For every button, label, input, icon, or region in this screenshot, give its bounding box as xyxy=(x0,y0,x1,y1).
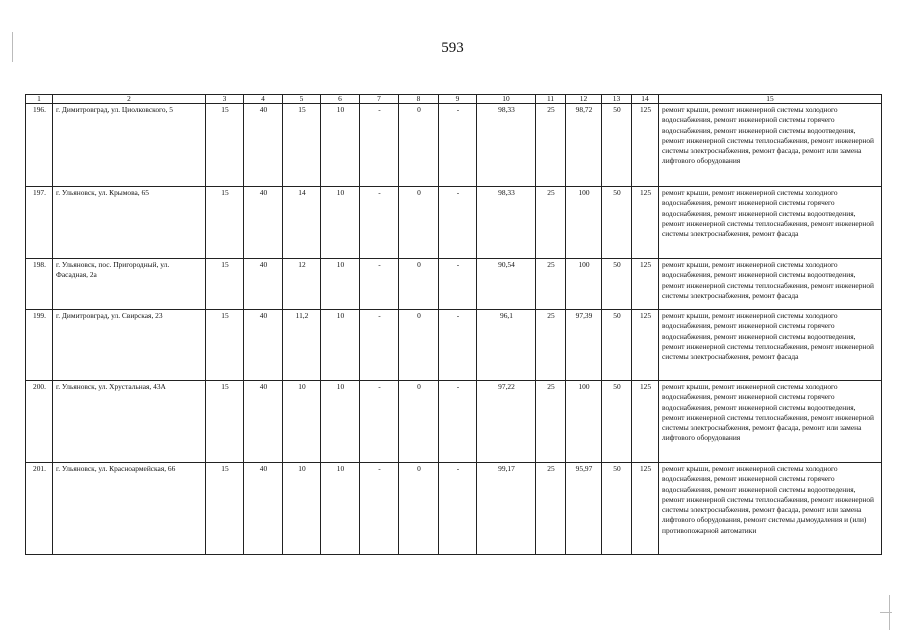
repair-works: ремонт крыши, ремонт инженерной системы холодного водоснабжения, ремонт инженерной системы горячего водоснабжения, ремонт инженерной системы водоотведения, ремонт инженерной системы теплоснабжения, ремонт инженерной системы электроснабжения, ремонт фасада, ремонт или замена лифтового оборудования, ремонт системы дымоудаления и (или) противопожарной автоматики xyxy=(659,463,882,555)
col-num-14: 14 xyxy=(632,95,659,104)
cell-col-4: 40 xyxy=(244,310,283,381)
cell-col-8: 0 xyxy=(399,310,439,381)
cell-col-11: 25 xyxy=(536,310,566,381)
address: г. Ульяновск, пос. Пригородный, ул. Фасадная, 2а xyxy=(53,259,206,310)
cell-col-3: 15 xyxy=(206,259,244,310)
cell-col-12: 100 xyxy=(566,259,602,310)
cell-col-3: 15 xyxy=(206,104,244,187)
cell-col-4: 40 xyxy=(244,187,283,259)
cell-col-4: 40 xyxy=(244,463,283,555)
col-num-6: 6 xyxy=(321,95,360,104)
cell-col-6: 10 xyxy=(321,259,360,310)
cell-col-8: 0 xyxy=(399,381,439,463)
scan-artifact xyxy=(12,32,13,62)
repair-works: ремонт крыши, ремонт инженерной системы холодного водоснабжения, ремонт инженерной системы горячего водоснабжения, ремонт инженерной системы водоотведения, ремонт инженерной системы теплоснабжения, ремонт инженерной системы электроснабжения, ремонт фасада, ремонт или замена лифтового оборудования xyxy=(659,104,882,187)
col-num-3: 3 xyxy=(206,95,244,104)
cell-col-8: 0 xyxy=(399,104,439,187)
cell-col-12: 100 xyxy=(566,381,602,463)
cell-col-10: 98,33 xyxy=(477,104,536,187)
table-row xyxy=(26,381,882,463)
cell-col-10: 90,54 xyxy=(477,259,536,310)
cell-col-4: 40 xyxy=(244,381,283,463)
cell-col-14: 125 xyxy=(632,381,659,463)
repair-works: ремонт крыши, ремонт инженерной системы холодного водоснабжения, ремонт инженерной системы горячего водоснабжения, ремонт инженерной системы водоотведения, ремонт инженерной системы теплоснабжения, ремонт инженерной системы электроснабжения, ремонт фасада, ремонт или замена лифтового оборудования xyxy=(659,381,882,463)
cell-col-9: - xyxy=(439,259,477,310)
cell-col-7: - xyxy=(360,463,399,555)
col-num-7: 7 xyxy=(360,95,399,104)
cell-col-7: - xyxy=(360,259,399,310)
col-num-1: 1 xyxy=(26,95,53,104)
cell-col-9: - xyxy=(439,381,477,463)
repair-works: ремонт крыши, ремонт инженерной системы холодного водоснабжения, ремонт инженерной системы горячего водоснабжения, ремонт инженерной системы водоотведения, ремонт инженерной системы теплоснабжения, ремонт инженерной системы электроснабжения, ремонт фасада xyxy=(659,187,882,259)
cell-col-5: 15 xyxy=(283,104,321,187)
row-number: 200. xyxy=(26,381,53,463)
col-num-11: 11 xyxy=(536,95,566,104)
table-row xyxy=(26,463,882,555)
repair-works: ремонт крыши, ремонт инженерной системы холодного водоснабжения, ремонт инженерной системы горячего водоснабжения, ремонт инженерной системы водоотведения, ремонт инженерной системы теплоснабжения, ремонт инженерной системы электроснабжения, ремонт фасада xyxy=(659,310,882,381)
cell-col-13: 50 xyxy=(602,381,632,463)
cell-col-13: 50 xyxy=(602,310,632,381)
table-row xyxy=(26,104,882,187)
cell-col-8: 0 xyxy=(399,187,439,259)
repair-works: ремонт крыши, ремонт инженерной системы холодного водоснабжения, ремонт инженерной системы водоотведения, ремонт инженерной системы теплоснабжения, ремонт инженерной системы электроснабжения, ремонт фасада xyxy=(659,259,882,310)
cell-col-5: 14 xyxy=(283,187,321,259)
col-num-9: 9 xyxy=(439,95,477,104)
cell-col-3: 15 xyxy=(206,187,244,259)
cell-col-8: 0 xyxy=(399,259,439,310)
cell-col-11: 25 xyxy=(536,259,566,310)
cell-col-10: 98,33 xyxy=(477,187,536,259)
address: г. Ульяновск, ул. Крымова, 65 xyxy=(53,187,206,259)
col-num-4: 4 xyxy=(244,95,283,104)
table-row xyxy=(26,187,882,259)
cell-col-14: 125 xyxy=(632,187,659,259)
address: г. Ульяновск, ул. Хрустальная, 43А xyxy=(53,381,206,463)
cell-col-3: 15 xyxy=(206,463,244,555)
cell-col-5: 11,2 xyxy=(283,310,321,381)
cell-col-13: 50 xyxy=(602,104,632,187)
cell-col-11: 25 xyxy=(536,187,566,259)
cell-col-7: - xyxy=(360,381,399,463)
address: г. Ульяновск, ул. Красноармейская, 66 xyxy=(53,463,206,555)
row-number: 201. xyxy=(26,463,53,555)
col-num-5: 5 xyxy=(283,95,321,104)
cell-col-6: 10 xyxy=(321,310,360,381)
cell-col-9: - xyxy=(439,310,477,381)
cell-col-14: 125 xyxy=(632,463,659,555)
cell-col-14: 125 xyxy=(632,259,659,310)
cell-col-6: 10 xyxy=(321,104,360,187)
cell-col-12: 95,97 xyxy=(566,463,602,555)
col-num-15: 15 xyxy=(659,95,882,104)
scan-artifact xyxy=(880,612,892,613)
cell-col-5: 10 xyxy=(283,463,321,555)
cell-col-10: 96,1 xyxy=(477,310,536,381)
col-num-8: 8 xyxy=(399,95,439,104)
col-num-2: 2 xyxy=(53,95,206,104)
row-number: 196. xyxy=(26,104,53,187)
column-number-row xyxy=(26,95,882,104)
cell-col-7: - xyxy=(360,187,399,259)
cell-col-7: - xyxy=(360,104,399,187)
cell-col-13: 50 xyxy=(602,463,632,555)
cell-col-12: 100 xyxy=(566,187,602,259)
cell-col-14: 125 xyxy=(632,310,659,381)
cell-col-12: 97,39 xyxy=(566,310,602,381)
cell-col-4: 40 xyxy=(244,259,283,310)
cell-col-3: 15 xyxy=(206,381,244,463)
register-table xyxy=(25,94,882,555)
cell-col-6: 10 xyxy=(321,381,360,463)
cell-col-4: 40 xyxy=(244,104,283,187)
col-num-13: 13 xyxy=(602,95,632,104)
cell-col-9: - xyxy=(439,187,477,259)
cell-col-5: 12 xyxy=(283,259,321,310)
address: г. Димитровград, ул. Свирская, 23 xyxy=(53,310,206,381)
cell-col-6: 10 xyxy=(321,187,360,259)
cell-col-6: 10 xyxy=(321,463,360,555)
cell-col-9: - xyxy=(439,104,477,187)
cell-col-13: 50 xyxy=(602,259,632,310)
col-num-12: 12 xyxy=(566,95,602,104)
cell-col-12: 98,72 xyxy=(566,104,602,187)
table-row xyxy=(26,310,882,381)
cell-col-10: 97,22 xyxy=(477,381,536,463)
cell-col-14: 125 xyxy=(632,104,659,187)
cell-col-13: 50 xyxy=(602,187,632,259)
row-number: 198. xyxy=(26,259,53,310)
cell-col-9: - xyxy=(439,463,477,555)
cell-col-3: 15 xyxy=(206,310,244,381)
table-row xyxy=(26,259,882,310)
address: г. Димитровград, ул. Циолковского, 5 xyxy=(53,104,206,187)
cell-col-11: 25 xyxy=(536,381,566,463)
row-number: 199. xyxy=(26,310,53,381)
cell-col-11: 25 xyxy=(536,463,566,555)
cell-col-10: 99,17 xyxy=(477,463,536,555)
page-number: 593 xyxy=(441,40,464,56)
cell-col-7: - xyxy=(360,310,399,381)
col-num-10: 10 xyxy=(477,95,536,104)
cell-col-8: 0 xyxy=(399,463,439,555)
cell-col-11: 25 xyxy=(536,104,566,187)
cell-col-5: 10 xyxy=(283,381,321,463)
row-number: 197. xyxy=(26,187,53,259)
